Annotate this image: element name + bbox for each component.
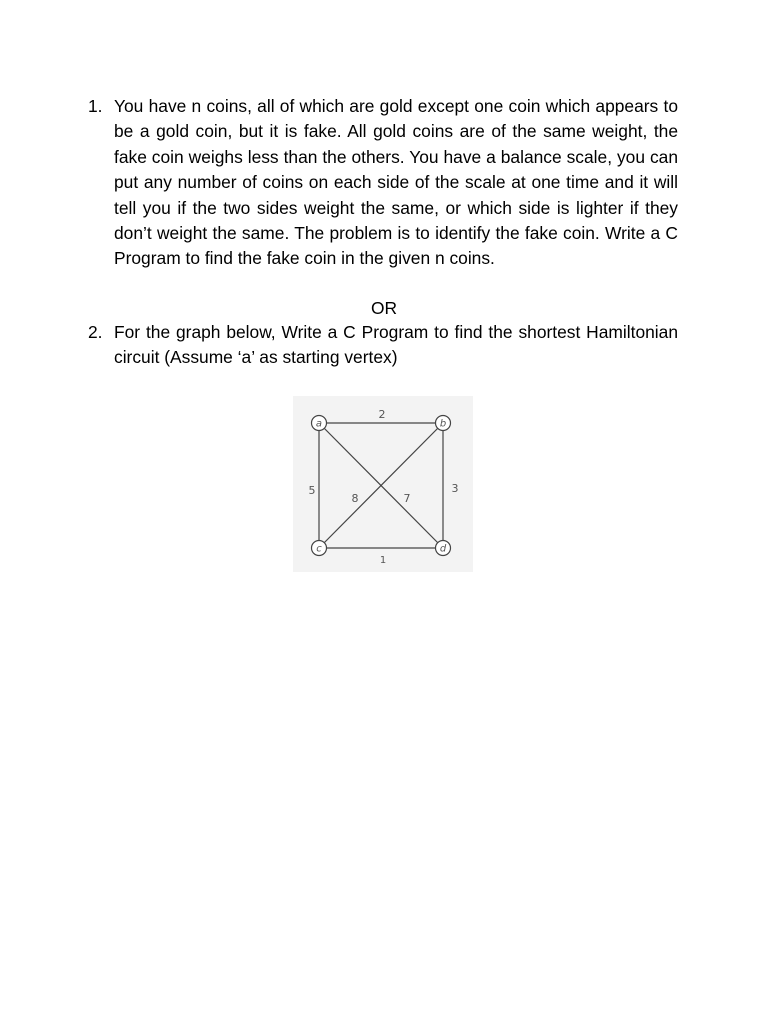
question-2-number: 2. xyxy=(88,322,103,342)
question-2-text: For the graph below, Write a C Program to find the shortest Hamiltonian circuit (Assume ‘a’ as starting vertex) xyxy=(114,322,678,368)
weight-a-c: 5 xyxy=(308,484,316,497)
question-1 xyxy=(88,94,678,272)
vertex-c xyxy=(312,541,327,556)
weight-a-b: 2 xyxy=(378,408,386,421)
vertex-d-label: d xyxy=(439,543,447,555)
question-1-number: 1. xyxy=(88,96,103,116)
vertex-a-label: a xyxy=(315,418,323,430)
weight-b-d: 3 xyxy=(451,482,459,495)
vertex-d xyxy=(436,541,451,556)
weight-c-d: 1 xyxy=(379,555,387,566)
vertex-a xyxy=(312,416,327,431)
weight-a-d: 7 xyxy=(403,492,411,505)
vertex-b-label: b xyxy=(439,418,447,430)
or-separator: OR xyxy=(370,298,398,318)
vertex-b xyxy=(436,416,451,431)
graph-diagram xyxy=(293,396,473,572)
graph-figure xyxy=(293,396,473,572)
weight-c-b: 8 xyxy=(351,492,359,505)
question-1-text: You have n coins, all of which are gold except one coin which appears to be a gold coin, but it is fake. All gold coins are of the same weight, the fake coin weighs less than the others. You have a balance scale, you can put any number of coins on each side of the scale at one time and it will tell you if the two sides weight the same, or which side is lighter if they don’t weight the same. The problem is to identify the fake coin. Write a C Program to find the fake coin in the given n coins. xyxy=(114,96,678,269)
vertex-c-label: c xyxy=(316,543,322,555)
question-2 xyxy=(88,320,678,371)
